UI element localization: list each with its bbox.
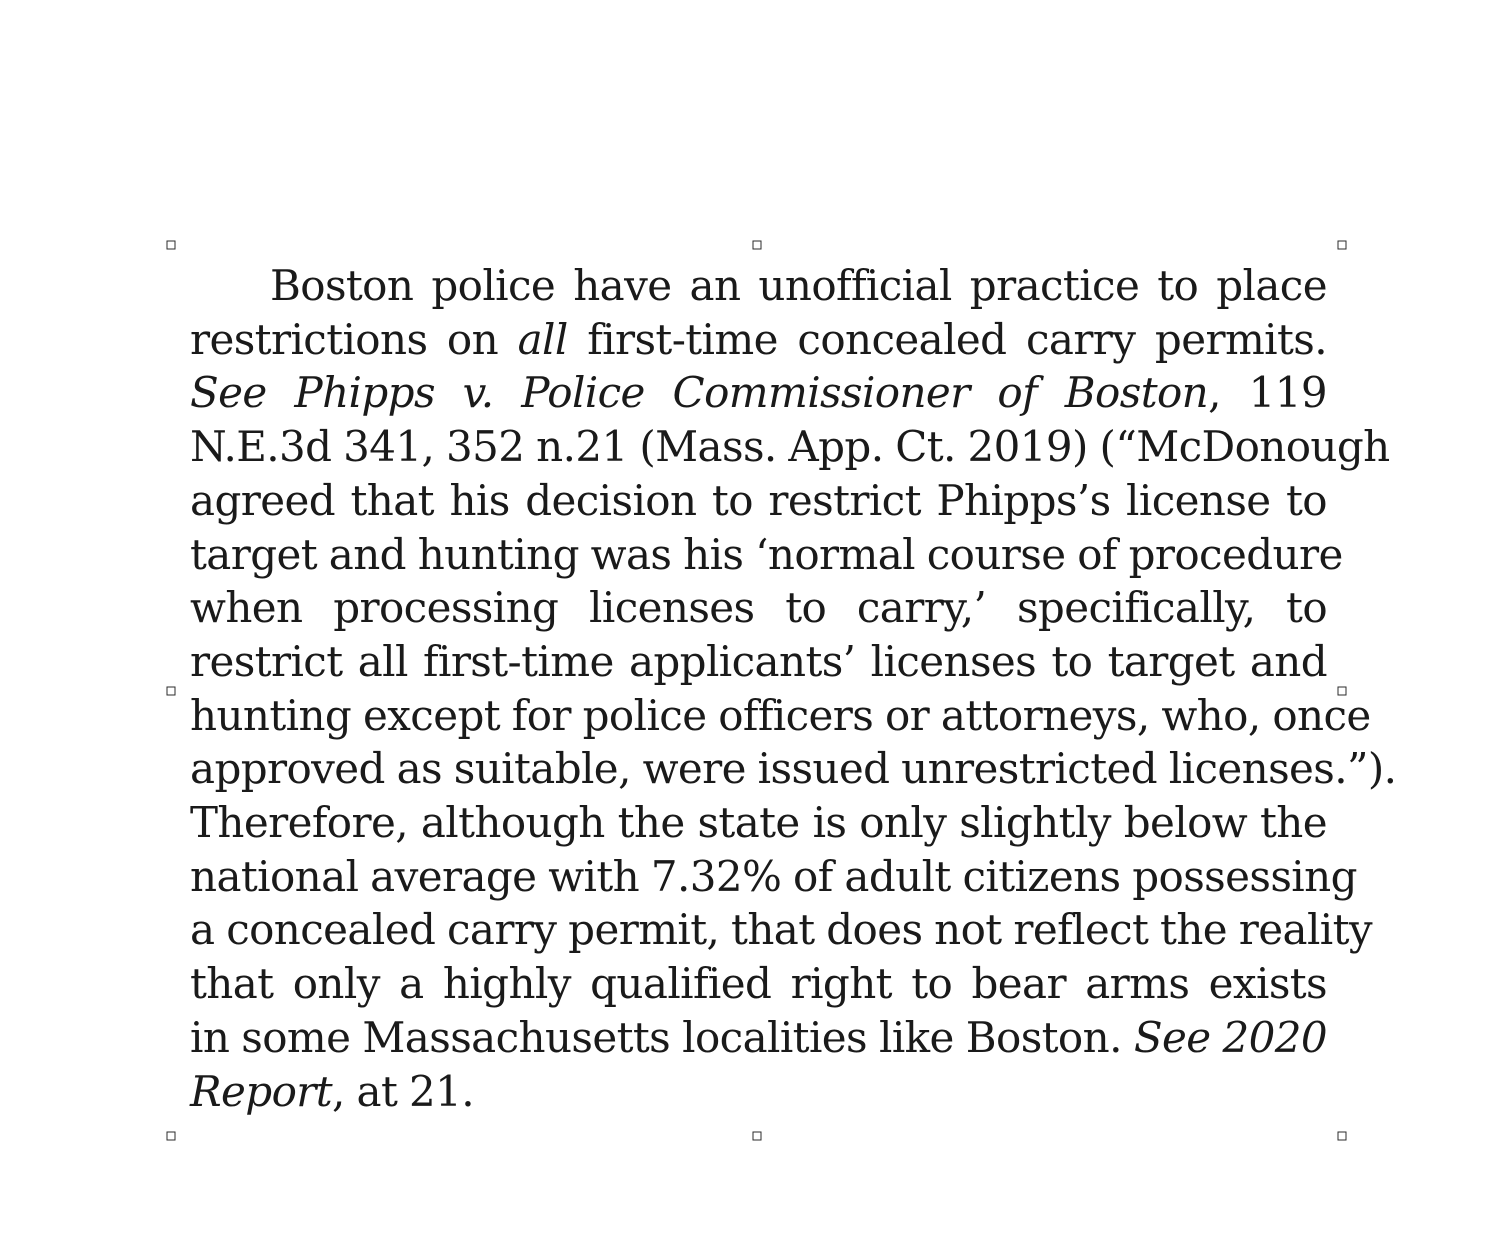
body-paragraph[interactable] xyxy=(190,259,1397,1118)
resize-handle-top-center[interactable] xyxy=(752,241,761,250)
paragraph-line xyxy=(190,635,1327,689)
paragraph-line xyxy=(190,420,1390,474)
text-run: when processing licenses to carry,’ specifically, to xyxy=(190,583,1327,633)
italic-text: all xyxy=(517,314,568,364)
text-run: N.E.3d 341, 352 n.21 (Mass. App. Ct. 2019) (“McDonough xyxy=(190,422,1390,472)
paragraph-line xyxy=(190,1065,1327,1119)
paragraph-line xyxy=(190,259,1327,313)
text-run: target and hunting was his ‘normal course of procedure xyxy=(190,529,1343,579)
italic-text: See 2020 xyxy=(1133,1012,1327,1062)
paragraph-line xyxy=(190,528,1343,582)
resize-handle-top-left[interactable] xyxy=(167,241,176,250)
paragraph-line xyxy=(190,581,1327,635)
text-run: approved as suitable, were issued unrestricted licenses.”). xyxy=(190,744,1397,794)
paragraph-line xyxy=(190,313,1327,367)
text-run: national average with 7.32% of adult citizens possessing xyxy=(190,851,1357,901)
text-run: first-time concealed carry permits. xyxy=(567,314,1327,364)
resize-handle-bottom-left[interactable] xyxy=(167,1132,176,1141)
resize-handle-bottom-center[interactable] xyxy=(752,1132,761,1141)
italic-text: See Phipps v. Police Commissioner of Boston xyxy=(190,368,1209,418)
text-run: Boston police have an unofficial practice to place xyxy=(270,261,1327,310)
text-run: hunting except for police officers or attorneys, who, once xyxy=(190,690,1371,740)
paragraph-line xyxy=(190,689,1371,743)
text-run: restrict all first-time applicants’ licenses to target and xyxy=(190,636,1327,686)
text-run: Therefore, although the state is only slightly below the xyxy=(190,798,1327,848)
text-run: agreed that his decision to restrict Phipps’s license to xyxy=(190,475,1327,525)
paragraph-line xyxy=(190,1011,1327,1065)
paragraph-line xyxy=(190,742,1397,796)
paragraph-line xyxy=(190,366,1327,420)
resize-handle-bottom-right[interactable] xyxy=(1338,1132,1347,1141)
italic-text: Report xyxy=(190,1066,333,1116)
paragraph-line xyxy=(190,903,1373,957)
resize-handle-top-right[interactable] xyxy=(1338,241,1347,250)
text-run: that only a highly qualified right to bear arms exists xyxy=(190,959,1327,1009)
text-run: , at 21. xyxy=(332,1066,474,1116)
text-run: a concealed carry permit, that does not reflect the reality xyxy=(190,905,1373,955)
text-run: , 119 xyxy=(1208,368,1327,418)
paragraph-line xyxy=(190,796,1327,850)
paragraph-line xyxy=(190,957,1327,1011)
text-run: restrictions on xyxy=(190,314,518,364)
paragraph-line xyxy=(190,474,1327,528)
resize-handle-middle-left[interactable] xyxy=(167,686,176,695)
paragraph-line xyxy=(190,850,1357,904)
text-run: in some Massachusetts localities like Boston. xyxy=(190,1012,1134,1062)
